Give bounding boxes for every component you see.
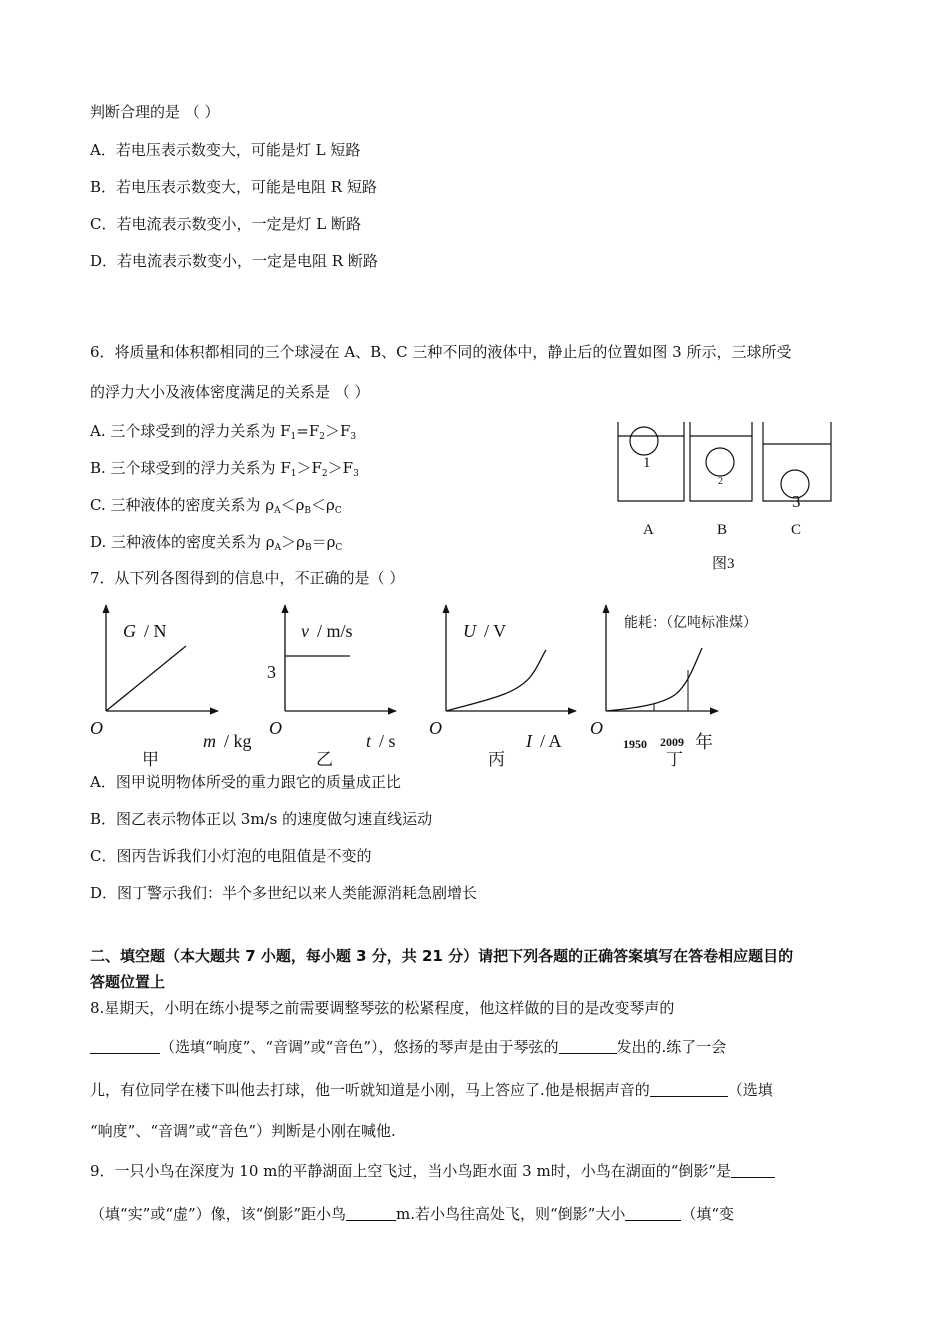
q6-stem-line1: 6．将质量和体积都相同的三个球浸在 A、B、C 三种不同的液体中，静止后的位置如图 3 所示，三球所受 (90, 343, 792, 361)
origin-label: O (590, 718, 603, 738)
q5-option-d: D．若电流表示数变小，一定是电阻 R 断路 (90, 252, 378, 270)
q9-blank-3 (625, 1206, 681, 1221)
ball-1 (630, 427, 658, 455)
container-b (690, 422, 752, 501)
q7-option-b: B．图乙表示物体正以 3m/s 的速度做匀速直线运动 (90, 810, 433, 828)
q7-stem: 7．从下列各图得到的信息中，不正确的是（ ） (90, 569, 405, 587)
q8-line4: “响度”、“音调”或“音色”）判断是小刚在喊他. (90, 1122, 396, 1140)
x-tick-1950: 1950 (623, 737, 647, 751)
graph-ding (588, 600, 788, 775)
x-label: 年 (695, 732, 713, 752)
q8-line3: 儿，有位同学在楼下叫他去打球，他一听就知道是小刚，马上答应了.他是根据声音的 （选填 (90, 1081, 773, 1099)
q5-option-a: A．若电压表示数变大，可能是灯 L 短路 (90, 141, 361, 159)
section-2-heading-line1: 二、填空题（本大题共 7 小题，每小题 3 分，共 21 分）请把下列各题的正确答案填写在答卷相应题目的 (90, 947, 794, 965)
origin-label: O (269, 718, 282, 738)
container-label-b: B (717, 522, 728, 538)
figure-3-caption: 图3 (712, 556, 735, 572)
graph-yi (266, 600, 436, 775)
q6-stem-line2: 的浮力大小及液体密度满足的关系是 （ ） (90, 383, 370, 401)
container-c (763, 422, 831, 501)
x-label: I / A (526, 731, 562, 751)
figure-3 (600, 410, 860, 580)
q5-stem: 判断合理的是 （ ） (90, 103, 220, 121)
q5-option-c: C．若电流表示数变小，一定是灯 L 断路 (90, 215, 361, 233)
x-tick-2009: 2009 (660, 735, 684, 749)
q9-blank-2 (346, 1206, 396, 1221)
x-label: m / kg (203, 731, 252, 751)
q8-blank-2 (559, 1039, 617, 1054)
graph-name: 丁 (666, 750, 683, 769)
graph-name: 乙 (316, 750, 333, 769)
q8-line2: （选填“响度”、“音调”或“音色”），悠扬的琴声是由于琴弦的 发出的.练了一会 (90, 1037, 726, 1057)
q9-line1: 9．一只小鸟在深度为 10 m的平静湖面上空飞过，当小鸟距水面 3 m时，小鸟在湖面的“倒影”是 (90, 1161, 775, 1181)
ball-label-3: 3 (792, 492, 801, 511)
container-label-c: C (791, 522, 802, 538)
q6-option-a: A. 三个球受到的浮力关系为 $F_1=F_2>F_3$ (90, 422, 357, 442)
ball-2 (706, 448, 734, 476)
q8-line1: 8.星期天，小明在练小提琴之前需要调整琴弦的松紧程度，他这样做的目的是改变琴声的 (90, 999, 675, 1017)
q8-blank-1 (90, 1039, 160, 1054)
origin-label: O (90, 718, 103, 738)
q5-option-b: B．若电压表示数变大，可能是电阻 R 短路 (90, 178, 377, 196)
q7-option-c: C．图丙告诉我们小灯泡的电阻值是不变的 (90, 847, 372, 865)
q9-line2: （填“实”或“虚”）像，该“倒影”距小鸟 m.若小鸟往高处飞，则“倒影”大小 （填“变 (90, 1205, 735, 1223)
graph-bing (426, 600, 606, 775)
ball-label-2: 2 (718, 476, 723, 487)
q9-blank-1 (731, 1163, 775, 1178)
y-tick-3: 3 (267, 662, 276, 682)
ball-label-1: 1 (643, 455, 651, 471)
q6-option-b: B. 三个球受到的浮力关系为 $F_1>F_2>F_3$ (90, 459, 359, 479)
section-2-heading-line2: 答题位置上 (90, 973, 166, 991)
y-label: G / N (123, 621, 167, 641)
q6-option-c: C. 三种液体的密度关系为 $\rho_A<\rho_B<\rho_C$ (90, 496, 342, 516)
container-label-a: A (643, 522, 654, 538)
q7-option-d: D．图丁警示我们：半个多世纪以来人类能源消耗急剧增长 (90, 884, 478, 902)
u-i-curve (446, 650, 546, 711)
graph-name: 丙 (488, 750, 505, 769)
proportional-line (106, 646, 186, 711)
container-a (618, 422, 684, 501)
graph-jia (88, 600, 278, 775)
y-label: 能耗：（亿吨标准煤） (624, 616, 757, 631)
y-label: v / m/s (301, 621, 353, 641)
q8-blank-3 (650, 1082, 728, 1097)
q7-option-a: A．图甲说明物体所受的重力跟它的质量成正比 (90, 773, 401, 791)
q6-option-d: D. 三种液体的密度关系为 $\rho_A>\rho_B=\rho_C$ (90, 533, 343, 553)
graph-name: 甲 (142, 750, 159, 769)
origin-label: O (429, 718, 442, 738)
y-label: U / V (463, 621, 507, 641)
x-label: t / s (366, 731, 396, 751)
